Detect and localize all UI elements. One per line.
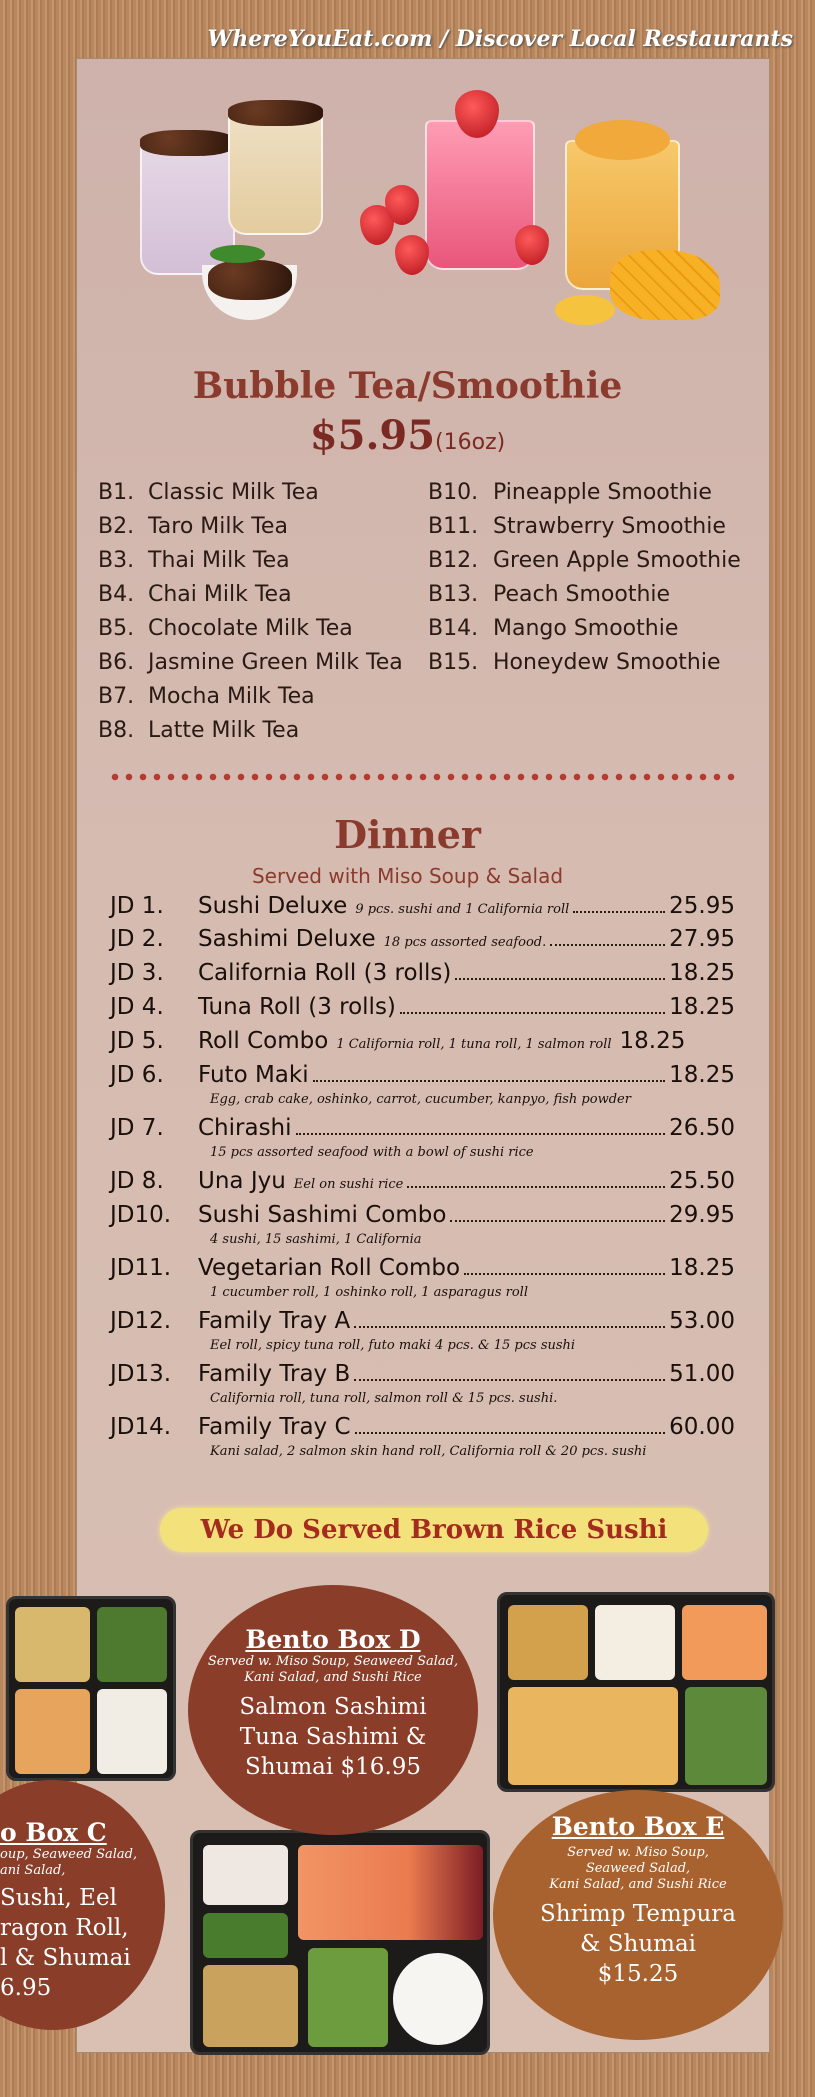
dinner-item: JD 5. Roll Combo 1 California roll, 1 tuna roll, 1 salmon roll 18.25: [110, 1028, 686, 1054]
bento-box-d-title: Bento Box D: [245, 1625, 421, 1654]
dinner-item: JD12. Family Tray A 53.00 Eel roll, spicy tuna roll, futo maki 4 pcs. & 15 pcs sushi: [110, 1308, 735, 1353]
bento-box-d-line-1: Salmon Sashimi: [239, 1694, 427, 1720]
dinner-item: JD11. Vegetarian Roll Combo 18.25 1 cucumber roll, 1 oshinko roll, 1 asparagus roll: [110, 1255, 735, 1300]
menu-item: B10. Pineapple Smoothie: [428, 480, 712, 505]
dinner-item: JD14. Family Tray C 60.00 Kani salad, 2 salmon skin hand roll, California roll & 20 pcs. sushi: [110, 1414, 735, 1459]
bento-box-e-note-1: Served w. Miso Soup,: [567, 1845, 709, 1860]
bubble-tea-price: [0, 412, 815, 459]
bento-box-c-note-1: oup, Seaweed Salad,: [0, 1847, 138, 1862]
bento-tray-image-right: [497, 1592, 775, 1792]
bubble-tea-image: [130, 100, 350, 325]
bento-box-e-note-3: Kani Salad, and Sushi Rice: [549, 1877, 727, 1892]
menu-item: B2. Taro Milk Tea: [98, 514, 288, 539]
bento-box-e-title: Bento Box E: [551, 1812, 725, 1841]
bento-box-e-badge: [493, 1790, 783, 2040]
bento-box-c-line-2: ragon Roll,: [0, 1915, 129, 1941]
bento-box-e-line-3: $15.25: [597, 1961, 679, 1987]
bubble-tea-list-right: [428, 476, 741, 680]
dinner-item: JD10. Sushi Sashimi Combo 29.95 4 sushi, 15 sashimi, 1 California: [110, 1202, 735, 1247]
dinner-item: JD 6. Futo Maki 18.25 Egg, crab cake, oshinko, carrot, cucumber, kanpyo, fish powder: [110, 1062, 735, 1107]
bento-box-d-badge: [188, 1585, 478, 1835]
dinner-item: JD 7. Chirashi 26.50 15 pcs assorted seafood with a bowl of sushi rice: [110, 1115, 735, 1160]
menu-item: B3. Thai Milk Tea: [98, 548, 290, 573]
bubble-tea-title: Bubble Tea/Smoothie: [192, 365, 623, 407]
menu-item: B11. Strawberry Smoothie: [428, 514, 726, 539]
bento-box-d-note-1: Served w. Miso Soup, Seaweed Salad,: [207, 1654, 459, 1669]
bento-box-e-line-2: & Shumai: [579, 1931, 697, 1957]
brown-rice-banner: We Do Served Brown Rice Sushi: [160, 1508, 708, 1552]
dinner-item: JD 2. Sashimi Deluxe 18 pcs assorted seafood. 27.95: [110, 926, 735, 952]
dinner-item: JD 3. California Roll (3 rolls) 18.25: [110, 960, 735, 986]
bento-box-c-note-2: ani Salad,: [0, 1863, 66, 1878]
bento-box-c-line-3: l & Shumai: [0, 1945, 131, 1971]
bento-box-c-line-1: Sushi, Eel: [0, 1885, 117, 1911]
bubble-tea-list-left: [98, 476, 403, 748]
bubble-tea-size: (16oz): [435, 430, 506, 455]
dinner-item: JD 4. Tuna Roll (3 rolls) 18.25: [110, 994, 735, 1020]
mango-smoothie-image: [555, 115, 735, 330]
strawberry-smoothie-image: [355, 85, 570, 295]
menu-item: B4. Chai Milk Tea: [98, 582, 292, 607]
menu-item: B8. Latte Milk Tea: [98, 718, 300, 743]
bento-box-e-note-2: Seaweed Salad,: [585, 1861, 691, 1876]
bento-box-c-line-4: 6.95: [0, 1975, 52, 2001]
menu-item: B1. Classic Milk Tea: [98, 480, 319, 505]
menu-item: B7. Mocha Milk Tea: [98, 684, 315, 709]
bento-box-c-badge: [0, 1780, 165, 2030]
bubble-tea-price-value: $5.95: [309, 412, 436, 459]
menu-item: B15. Honeydew Smoothie: [428, 650, 721, 675]
bento-box-e-line-1: Shrimp Tempura: [540, 1901, 736, 1927]
section-divider: [108, 773, 738, 781]
bento-box-d-line-2: Tuna Sashimi &: [239, 1724, 427, 1750]
dinner-title: Dinner: [334, 812, 481, 857]
bento-box-c-title: o Box C: [0, 1818, 107, 1847]
dinner-item: JD 1. Sushi Deluxe 9 pcs. sushi and 1 California roll 25.95: [110, 893, 735, 919]
menu-item: B6. Jasmine Green Milk Tea: [98, 650, 403, 675]
menu-item: B13. Peach Smoothie: [428, 582, 671, 607]
menu-item: B14. Mango Smoothie: [428, 616, 679, 641]
bento-tray-image-bottom: [190, 1830, 490, 2055]
bento-box-d-line-3: Shumai $16.95: [244, 1754, 422, 1780]
watermark: WhereYouEat.com / Discover Local Restaurants: [207, 26, 793, 52]
bento-box-d-note-2: Kani Salad, and Sushi Rice: [244, 1670, 422, 1685]
dinner-item: JD13. Family Tray B 51.00 California roll, tuna roll, salmon roll & 15 pcs. sushi.: [110, 1361, 735, 1406]
menu-item: B5. Chocolate Milk Tea: [98, 616, 353, 641]
bento-tray-image-left: [6, 1596, 176, 1781]
dinner-item: JD 8. Una Jyu Eel on sushi rice 25.50: [110, 1168, 735, 1194]
menu-item: B12. Green Apple Smoothie: [428, 548, 741, 573]
dinner-subtitle: Served with Miso Soup & Salad: [251, 864, 564, 888]
